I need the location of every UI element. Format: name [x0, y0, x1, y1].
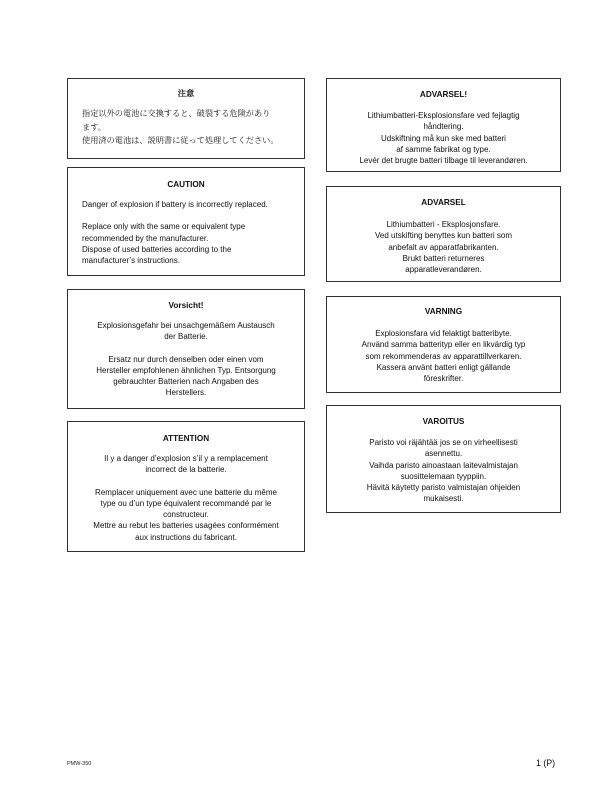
body-line: Lithiumbatteri - Eksplosjonsfare.: [386, 220, 501, 229]
body-line: apparatleverandøren.: [405, 265, 482, 275]
warning-box-german: [67, 289, 305, 409]
body-line: Vaihda paristo ainoastaan laitevalmistajan: [369, 460, 518, 470]
warning-box-danish: [326, 78, 561, 172]
body-line: Brukt batteri returneres: [402, 253, 485, 263]
body-line: incorrect de la batterie.: [145, 465, 227, 475]
body-line: anbefalt av apparatfabrikanten.: [388, 242, 499, 252]
body-line: 使用済の電池は、説明書に従って処理してください。: [82, 135, 279, 146]
box-title: CAUTION: [167, 180, 205, 189]
box-title: Vorsicht!: [168, 301, 204, 310]
body-line: Ved utskifting benyttes kun batteri som: [375, 231, 512, 241]
body-line: gebrauchter Batterien nach Angaben des: [113, 377, 259, 387]
body-line: aux instructions du fabricant.: [135, 532, 237, 542]
warning-box-english: [67, 167, 305, 276]
box-title: VAROITUS: [422, 417, 465, 426]
body-line: Replace only with the same or equivalent type: [82, 222, 246, 232]
body-line: constructeur.: [163, 510, 209, 520]
body-line: Dispose of used batteries according to the: [82, 244, 232, 254]
body-line: Paristo voi räjähtää jos se on virheellisesti: [369, 438, 518, 447]
body-line: Mettre au rebut les batteries usagées conformément: [93, 521, 279, 531]
body-line: Herstellers.: [165, 388, 207, 398]
body-line: Levér det brugte batteri tilbage til leverandøren.: [359, 156, 528, 166]
warning-box-japanese: [67, 78, 305, 159]
body-line: Il y a danger d’explosion s’il y a remplacement: [104, 454, 268, 463]
body-line: föreskrifter.: [423, 374, 464, 384]
body-line: Kassera använt batteri enligt gällande: [376, 362, 511, 372]
body-line: manufacturer’s instructions.: [82, 256, 180, 266]
model-number: PMW-350: [67, 761, 92, 767]
body-line: håndtering.: [423, 122, 464, 132]
body-line: recommended by the manufacturer.: [82, 233, 209, 243]
body-line: 指定以外の電池に交換すると、破裂する危険があり: [82, 108, 271, 118]
body-line: Danger of explosion if battery is incorrectly replaced.: [82, 200, 268, 209]
body-line: Udskiftning må kun ske med batteri: [381, 133, 506, 143]
body-line: type ou d’un type équivalent recommandé par le: [100, 498, 272, 508]
body-line: asennettu.: [424, 449, 463, 459]
body-line: af samme fabrikat og type.: [396, 144, 491, 154]
body-line: suosittelemaan tyyppiin.: [400, 471, 487, 481]
body-line: der Batterie.: [164, 332, 208, 342]
body-line: ます。: [82, 121, 106, 132]
page-number: 1 (P): [536, 758, 556, 768]
warning-box-finnish: [326, 405, 561, 513]
warning-box-french: [67, 421, 305, 552]
body-line: Ersatz nur durch denselben oder einen vom: [108, 354, 264, 364]
box-title: 注意: [177, 89, 195, 98]
box-title: ATTENTION: [162, 434, 210, 443]
body-line: Lithiumbatteri-Eksplosionsfare ved fejlagtig: [367, 111, 520, 120]
body-line: Remplacer uniquement avec une batterie du même: [95, 487, 277, 497]
body-line: Använd samma batterityp eller en likvärdig typ: [361, 340, 526, 350]
body-line: mukaisesti.: [423, 494, 464, 504]
body-line: som rekommenderas av apparattillverkaren.: [365, 351, 522, 361]
box-title: ADVARSEL!: [419, 90, 468, 99]
warning-box-swedish: [326, 296, 561, 393]
box-title: VARNING: [424, 307, 463, 316]
body-line: Hävitä käytetty paristo valmistajan ohjeiden: [366, 483, 521, 493]
warning-box-norwegian: [326, 186, 561, 282]
box-title: ADVARSEL: [421, 198, 466, 207]
body-line: Hersteller empfohlenen ähnlichen Typ. Entsorgung: [96, 365, 276, 375]
body-line: Explosionsgefahr bei unsachgemäßem Austausch: [97, 321, 275, 330]
body-line: Explosionsfara vid felaktigt batteribyte.: [375, 329, 512, 338]
